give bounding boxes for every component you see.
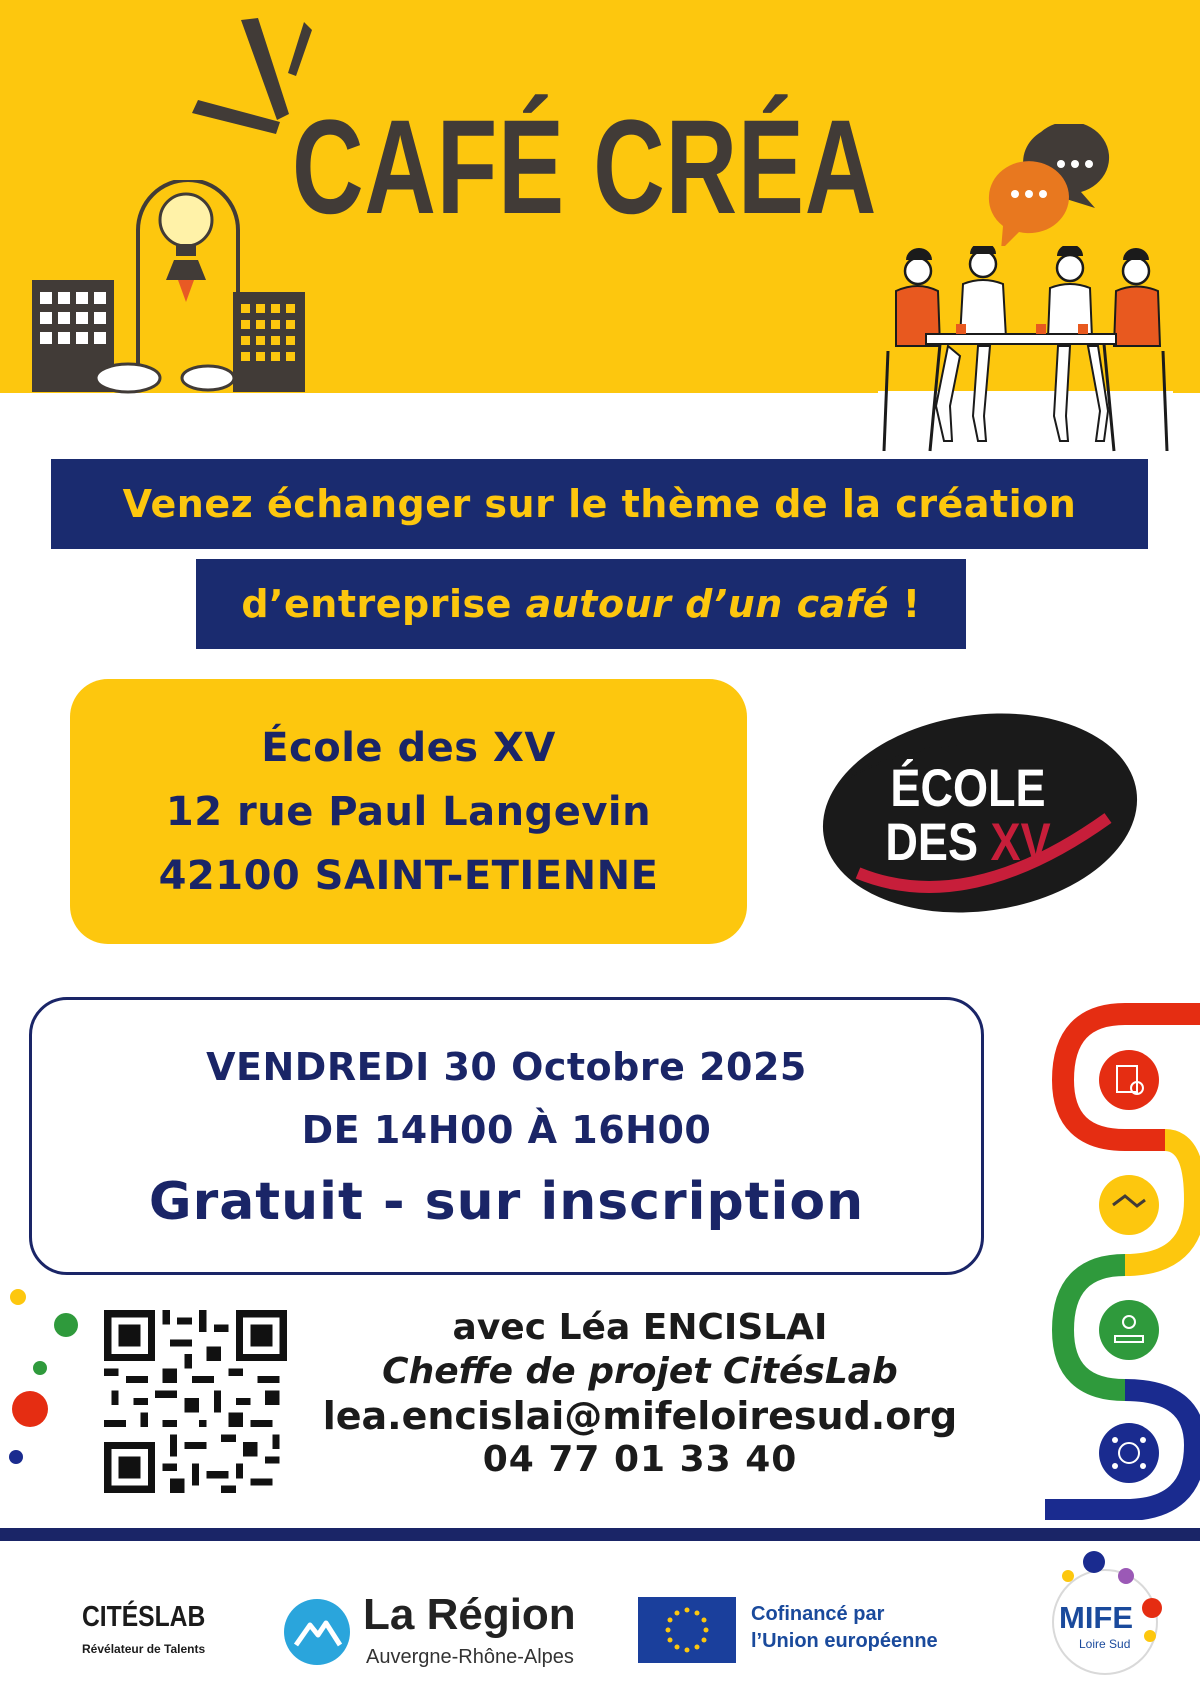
mife-name: MIFE — [1059, 1600, 1134, 1635]
contact-role: Cheffe de projet CitésLab — [382, 1351, 898, 1392]
intro-line2-end: ! — [889, 582, 921, 626]
city-lightbulb-rocket-icon — [28, 180, 308, 395]
idea-people-icon — [1099, 1300, 1159, 1360]
career-path-graphic — [1045, 1000, 1200, 1520]
eu-flag-icon — [638, 1597, 736, 1663]
intro-banner-line1 — [51, 459, 1148, 549]
logo-line1: ÉCOLE — [890, 759, 1046, 818]
contact-with: avec Léa ENCISLAI — [452, 1307, 828, 1348]
decorative-dots — [0, 1285, 90, 1475]
network-globe-icon — [1099, 1423, 1159, 1483]
footer-divider — [0, 1528, 1200, 1541]
region-name: La Région — [363, 1590, 576, 1639]
speech-bubbles-icon — [983, 124, 1113, 254]
people-at-table-icon — [878, 246, 1173, 456]
qr-code-icon[interactable] — [104, 1310, 287, 1493]
event-date: VENDREDI 30 Octobre 2025 — [206, 1045, 807, 1089]
contact-block — [290, 1306, 990, 1482]
region-subtitle: Auvergne-Rhône-Alpes — [366, 1646, 574, 1668]
eu-cofunding-text — [751, 1601, 938, 1655]
page-title: CAFÉ CRÉA — [292, 93, 878, 242]
venue-city: 42100 SAINT-ETIENNE — [158, 852, 659, 899]
region-logo-icon — [282, 1597, 352, 1667]
event-details-box — [29, 997, 984, 1275]
venue-name: École des XV — [261, 724, 556, 771]
intro-line1: Venez échanger sur le thème de la création — [122, 482, 1077, 526]
intro-line2-italic: autour d’un café — [525, 582, 890, 626]
intro-banner-line2 — [196, 559, 966, 649]
logo-line2b: XV — [990, 813, 1051, 872]
venue-address-box — [70, 679, 747, 944]
eu-line1: Cofinancé par — [751, 1603, 885, 1625]
mife-subtitle: Loire Sud — [1079, 1637, 1131, 1651]
contact-email[interactable]: lea.encislai@mifeloiresud.org — [322, 1394, 958, 1438]
citeslab-logo: CITÉSLAB — [82, 1601, 206, 1633]
event-time: DE 14H00 À 16H00 — [301, 1108, 712, 1152]
event-price: Gratuit - sur inscription — [148, 1172, 865, 1232]
eu-line2: l’Union européenne — [751, 1630, 938, 1652]
handshake-icon — [1099, 1175, 1159, 1235]
contact-phone[interactable]: 04 77 01 33 40 — [482, 1439, 798, 1480]
citeslab-tagline: Révélateur de Talents — [82, 1642, 206, 1656]
venue-street: 12 rue Paul Langevin — [165, 788, 652, 835]
document-search-icon — [1099, 1050, 1159, 1110]
intro-line2-text: d’entreprise — [241, 582, 526, 626]
logo-line2a: DES — [885, 813, 991, 872]
ecole-des-xv-logo-text — [841, 759, 1096, 872]
